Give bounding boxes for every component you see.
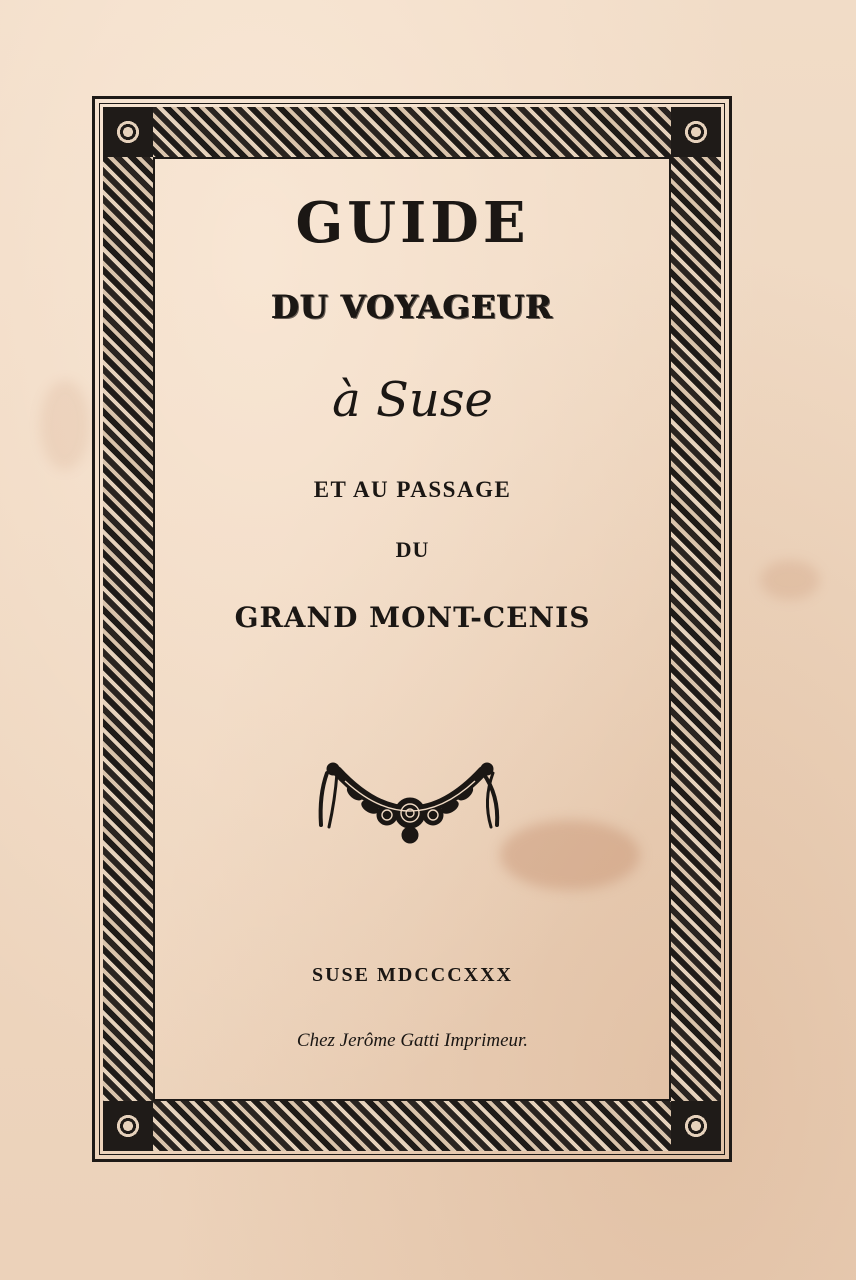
paper-stain — [40, 380, 90, 470]
title-guide: GUIDE — [295, 190, 530, 256]
subtitle-et-au-passage: ET AU PASSAGE — [313, 477, 512, 502]
title-a-suse: à Suse — [332, 372, 493, 428]
subtitle-grand-mont-cenis: GRAND MONT-CENIS — [234, 601, 591, 634]
corner-rosette-icon — [103, 107, 153, 157]
title-du-voyageur: DU VOYAGEUR — [271, 288, 554, 326]
corner-rosette-icon — [671, 107, 721, 157]
corner-rosette-icon — [671, 1101, 721, 1151]
corner-rosette-icon — [103, 1101, 153, 1151]
subtitle-du: DU — [395, 537, 430, 562]
imprint-place-date: SUSE MDCCCXXX — [311, 964, 513, 986]
floral-garland-icon — [315, 755, 505, 850]
title-block — [155, 160, 670, 1100]
paper-stain — [760, 560, 820, 600]
printer-line: Chez Jerôme Gatti Imprimeur. — [296, 1030, 529, 1051]
